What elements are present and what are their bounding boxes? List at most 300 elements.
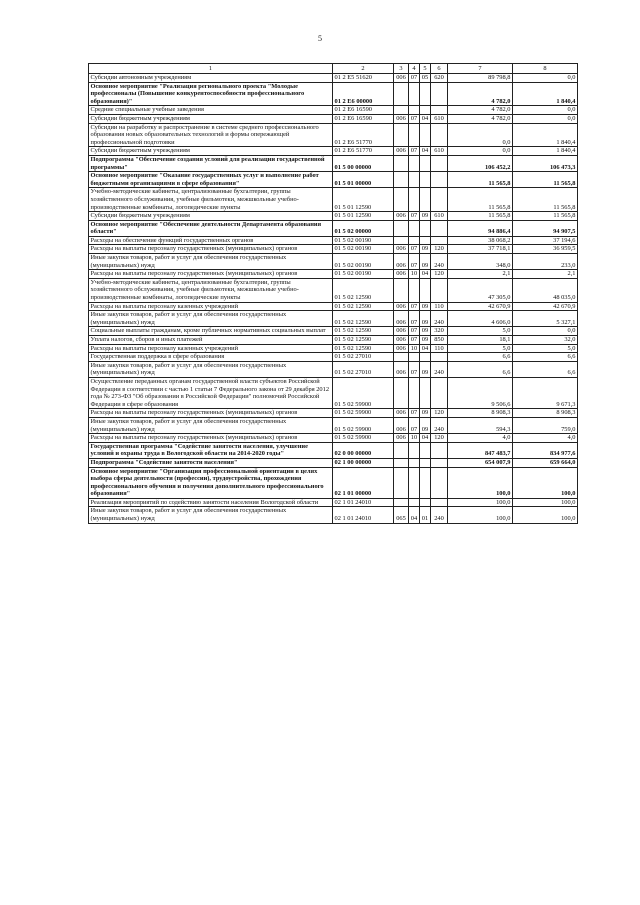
ministry-code-cell: 006 [394, 302, 409, 311]
amount-year2-cell: 2,1 [513, 270, 578, 279]
subsection-code-cell: 04 [420, 434, 431, 443]
column-header: 1 [89, 64, 333, 74]
column-header: 3 [394, 64, 409, 74]
section-code-cell [409, 236, 420, 245]
section-code-cell: 07 [409, 311, 420, 327]
section-code-cell: 10 [409, 270, 420, 279]
ministry-code-cell: 006 [394, 245, 409, 254]
section-code-cell: 07 [409, 74, 420, 83]
amount-year2-cell: 0,0 [513, 106, 578, 115]
ministry-code-cell [394, 155, 409, 171]
column-header: 5 [420, 64, 431, 74]
expense-type-cell: 320 [431, 327, 448, 336]
ministry-code-cell: 006 [394, 327, 409, 336]
amount-year2-cell: 1 840,4 [513, 123, 578, 147]
amount-year1-cell: 94 886,4 [448, 220, 513, 236]
ministry-code-cell: 006 [394, 212, 409, 221]
section-code-cell: 07 [409, 245, 420, 254]
table-row [89, 344, 578, 353]
amount-year1-cell: 5,0 [448, 344, 513, 353]
amount-year2-cell: 0,0 [513, 74, 578, 83]
subsection-code-cell [420, 172, 431, 188]
column-header: 7 [448, 64, 513, 74]
amount-year1-cell: 106 452,2 [448, 155, 513, 171]
table-row [89, 74, 578, 83]
target-code-cell: 01 5 02 00190 [333, 236, 394, 245]
amount-year1-cell: 4 782,0 [448, 106, 513, 115]
target-code-cell: 01 5 02 12590 [333, 327, 394, 336]
row-name-cell: Иные закупки товаров, работ и услуг для обеспечения государственных (муниципальных) нужд [89, 311, 333, 327]
amount-year2-cell: 4,0 [513, 434, 578, 443]
target-code-cell: 01 5 02 59900 [333, 434, 394, 443]
target-code-cell: 01 2 Е6 00000 [333, 82, 394, 106]
row-name-cell: Субсидии на разработку и распространение в системе среднего профессионального образования новых образовательных технологий и формы опережающей профессиональной подготовки [89, 123, 333, 147]
table-row [89, 220, 578, 236]
amount-year1-cell: 4 782,0 [448, 82, 513, 106]
ministry-code-cell [394, 123, 409, 147]
expense-type-cell [431, 188, 448, 212]
section-code-cell: 07 [409, 409, 420, 418]
target-code-cell: 01 5 02 27010 [333, 353, 394, 362]
amount-year1-cell: 100,0 [448, 507, 513, 523]
amount-year2-cell: 1 840,4 [513, 82, 578, 106]
amount-year1-cell: 594,3 [448, 417, 513, 433]
row-name-cell: Подпрограмма "Содействие занятости населения" [89, 458, 333, 467]
row-name-cell: Иные закупки товаров, работ и услуг для обеспечения государственных (муниципальных) нужд [89, 507, 333, 523]
row-name-cell: Основное мероприятие "Обеспечение деятельности Департамента образования области" [89, 220, 333, 236]
amount-year2-cell: 106 473,3 [513, 155, 578, 171]
expense-type-cell [431, 236, 448, 245]
table-row [89, 212, 578, 221]
ministry-code-cell [394, 236, 409, 245]
expense-type-cell [431, 458, 448, 467]
amount-year1-cell: 847 483,7 [448, 442, 513, 458]
amount-year1-cell: 6,6 [448, 361, 513, 377]
amount-year2-cell: 834 977,6 [513, 442, 578, 458]
expense-type-cell: 240 [431, 254, 448, 270]
expense-type-cell: 850 [431, 336, 448, 345]
amount-year2-cell: 11 565,8 [513, 188, 578, 212]
amount-year2-cell: 48 035,0 [513, 278, 578, 302]
amount-year1-cell: 0,0 [448, 123, 513, 147]
expense-type-cell: 120 [431, 434, 448, 443]
amount-year2-cell: 100,0 [513, 467, 578, 498]
subsection-code-cell: 09 [420, 409, 431, 418]
table-row [89, 302, 578, 311]
table-row [89, 498, 578, 507]
ministry-code-cell [394, 458, 409, 467]
subsection-code-cell: 09 [420, 212, 431, 221]
row-name-cell: Государственная поддержка в сфере образования [89, 353, 333, 362]
subsection-code-cell: 09 [420, 336, 431, 345]
ministry-code-cell: 006 [394, 147, 409, 156]
subsection-code-cell: 04 [420, 147, 431, 156]
subsection-code-cell [420, 82, 431, 106]
amount-year1-cell: 4,0 [448, 434, 513, 443]
section-code-cell [409, 442, 420, 458]
table-row [89, 507, 578, 523]
target-code-cell: 01 5 02 00190 [333, 245, 394, 254]
expense-type-cell [431, 106, 448, 115]
amount-year1-cell: 9 506,6 [448, 377, 513, 408]
table-row [89, 327, 578, 336]
table-row [89, 254, 578, 270]
table-row [89, 114, 578, 123]
table-row [89, 311, 578, 327]
subsection-code-cell: 01 [420, 507, 431, 523]
amount-year1-cell: 42 670,9 [448, 302, 513, 311]
column-header: 2 [333, 64, 394, 74]
amount-year1-cell: 4 606,0 [448, 311, 513, 327]
expense-type-cell: 240 [431, 417, 448, 433]
expense-type-cell [431, 220, 448, 236]
subsection-code-cell [420, 442, 431, 458]
amount-year1-cell: 11 565,8 [448, 188, 513, 212]
subsection-code-cell: 09 [420, 254, 431, 270]
row-name-cell: Средние специальные учебные заведения [89, 106, 333, 115]
section-code-cell [409, 123, 420, 147]
section-code-cell [409, 188, 420, 212]
section-code-cell [409, 353, 420, 362]
row-name-cell: Субсидии автономным учреждениям [89, 74, 333, 83]
ministry-code-cell: 006 [394, 311, 409, 327]
ministry-code-cell [394, 82, 409, 106]
subsection-code-cell [420, 353, 431, 362]
target-code-cell: 01 5 02 27010 [333, 361, 394, 377]
amount-year2-cell: 94 907,5 [513, 220, 578, 236]
section-code-cell [409, 458, 420, 467]
expense-type-cell: 610 [431, 114, 448, 123]
amount-year2-cell: 5 327,1 [513, 311, 578, 327]
row-name-cell: Расходы на выплаты персоналу государственных (муниципальных) органов [89, 270, 333, 279]
table-row [89, 467, 578, 498]
target-code-cell: 01 2 Е5 51620 [333, 74, 394, 83]
row-name-cell: Расходы на выплаты персоналу казенных учреждений [89, 344, 333, 353]
target-code-cell: 01 5 01 00000 [333, 172, 394, 188]
section-code-cell: 07 [409, 417, 420, 433]
table-row [89, 123, 578, 147]
expense-type-cell [431, 172, 448, 188]
target-code-cell: 01 5 02 00190 [333, 254, 394, 270]
section-code-cell [409, 172, 420, 188]
expense-type-cell [431, 353, 448, 362]
table-row [89, 270, 578, 279]
target-code-cell: 01 5 01 12590 [333, 188, 394, 212]
subsection-code-cell [420, 155, 431, 171]
subsection-code-cell [420, 188, 431, 212]
expense-type-cell [431, 155, 448, 171]
amount-year2-cell: 11 565,8 [513, 172, 578, 188]
section-code-cell [409, 467, 420, 498]
ministry-code-cell: 006 [394, 434, 409, 443]
amount-year2-cell: 5,0 [513, 344, 578, 353]
row-name-cell: Субсидии бюджетным учреждениям [89, 114, 333, 123]
expense-type-cell [431, 498, 448, 507]
subsection-code-cell [420, 106, 431, 115]
ministry-code-cell: 006 [394, 74, 409, 83]
table-row [89, 361, 578, 377]
section-code-cell: 07 [409, 147, 420, 156]
ministry-code-cell [394, 353, 409, 362]
section-code-cell: 07 [409, 336, 420, 345]
row-name-cell: Иные закупки товаров, работ и услуг для обеспечения государственных (муниципальных) нужд [89, 417, 333, 433]
target-code-cell: 02 1 01 00000 [333, 467, 394, 498]
section-code-cell [409, 220, 420, 236]
expense-type-cell [431, 442, 448, 458]
expense-type-cell: 240 [431, 361, 448, 377]
expense-type-cell: 110 [431, 302, 448, 311]
ministry-code-cell [394, 188, 409, 212]
target-code-cell: 01 5 02 59900 [333, 417, 394, 433]
row-name-cell: Основное мероприятие "Оказание государственных услуг и выполнение работ бюджетными организациями в сфере образования" [89, 172, 333, 188]
row-name-cell: Основное мероприятие "Организация профессиональной ориентации в целях выбора сферы деятельности (профессии), трудоустройства, прохождения профессионального обучения и получения дополнительного профессионального образования" [89, 467, 333, 498]
expense-type-cell: 610 [431, 212, 448, 221]
row-name-cell: Расходы на обеспечение функций государственных органов [89, 236, 333, 245]
table-row [89, 377, 578, 408]
ministry-code-cell: 006 [394, 336, 409, 345]
expense-type-cell: 240 [431, 507, 448, 523]
column-header: 4 [409, 64, 420, 74]
expense-type-cell: 120 [431, 409, 448, 418]
section-code-cell [409, 377, 420, 408]
ministry-code-cell [394, 220, 409, 236]
subsection-code-cell: 04 [420, 270, 431, 279]
table-row [89, 188, 578, 212]
target-code-cell: 01 2 Е6 16590 [333, 106, 394, 115]
expense-type-cell [431, 82, 448, 106]
target-code-cell: 02 1 01 24010 [333, 507, 394, 523]
table-row [89, 442, 578, 458]
target-code-cell: 01 5 02 12590 [333, 278, 394, 302]
amount-year2-cell: 100,0 [513, 507, 578, 523]
amount-year2-cell: 100,0 [513, 498, 578, 507]
row-name-cell: Расходы на выплаты персоналу государственных (муниципальных) органов [89, 409, 333, 418]
table-row [89, 278, 578, 302]
table-row [89, 336, 578, 345]
table-row [89, 245, 578, 254]
amount-year1-cell: 6,6 [448, 353, 513, 362]
subsection-code-cell: 09 [420, 417, 431, 433]
amount-year2-cell: 37 194,6 [513, 236, 578, 245]
column-header: 6 [431, 64, 448, 74]
amount-year1-cell: 4 782,0 [448, 114, 513, 123]
table-row [89, 155, 578, 171]
target-code-cell: 01 5 02 00000 [333, 220, 394, 236]
target-code-cell: 01 5 01 12590 [333, 212, 394, 221]
expense-type-cell [431, 278, 448, 302]
section-code-cell [409, 278, 420, 302]
table-body [89, 74, 578, 524]
subsection-code-cell: 09 [420, 327, 431, 336]
section-code-cell: 04 [409, 507, 420, 523]
row-name-cell: Субсидии бюджетным учреждениям [89, 147, 333, 156]
table-row [89, 147, 578, 156]
row-name-cell: Расходы на выплаты персоналу казенных учреждений [89, 302, 333, 311]
subsection-code-cell: 05 [420, 74, 431, 83]
amount-year1-cell: 38 068,2 [448, 236, 513, 245]
subsection-code-cell [420, 458, 431, 467]
amount-year1-cell: 100,0 [448, 467, 513, 498]
subsection-code-cell [420, 123, 431, 147]
row-name-cell: Уплата налогов, сборов и иных платежей [89, 336, 333, 345]
target-code-cell: 01 5 02 59900 [333, 409, 394, 418]
target-code-cell: 01 2 Е6 51770 [333, 123, 394, 147]
subsection-code-cell: 09 [420, 311, 431, 327]
target-code-cell: 01 5 02 12590 [333, 336, 394, 345]
row-name-cell: Осуществление переданных органам государственной власти субъектов Российской Федерации в соответствии с частью 1 статьи 7 Федерального закона от 29 декабря 2012 года № 273-ФЗ "Об образовании в Российской Федерации" полномочий Российской Федерации в сфере образования [89, 377, 333, 408]
expense-type-cell: 120 [431, 270, 448, 279]
amount-year1-cell: 348,0 [448, 254, 513, 270]
amount-year2-cell: 9 671,3 [513, 377, 578, 408]
table-row [89, 172, 578, 188]
target-code-cell: 01 5 02 00190 [333, 270, 394, 279]
page-number: 5 [318, 34, 322, 43]
amount-year2-cell: 6,6 [513, 361, 578, 377]
amount-year2-cell: 11 565,8 [513, 212, 578, 221]
amount-year2-cell: 659 664,0 [513, 458, 578, 467]
ministry-code-cell: 006 [394, 361, 409, 377]
ministry-code-cell [394, 106, 409, 115]
amount-year2-cell: 42 670,9 [513, 302, 578, 311]
amount-year1-cell: 18,1 [448, 336, 513, 345]
amount-year2-cell: 1 840,4 [513, 147, 578, 156]
target-code-cell: 01 2 Е6 51770 [333, 147, 394, 156]
subsection-code-cell: 09 [420, 245, 431, 254]
target-code-cell: 01 2 Е6 16590 [333, 114, 394, 123]
row-name-cell: Расходы на выплаты персоналу государственных (муниципальных) органов [89, 245, 333, 254]
row-name-cell: Подпрограмма "Обеспечение создания условий для реализации государственной программы" [89, 155, 333, 171]
subsection-code-cell: 04 [420, 344, 431, 353]
section-code-cell [409, 155, 420, 171]
row-name-cell: Расходы на выплаты персоналу государственных (муниципальных) органов [89, 434, 333, 443]
target-code-cell: 02 1 01 24010 [333, 498, 394, 507]
target-code-cell: 01 5 00 00000 [333, 155, 394, 171]
target-code-cell: 01 5 02 12590 [333, 311, 394, 327]
row-name-cell: Социальные выплаты гражданам, кроме публичных нормативных социальных выплат [89, 327, 333, 336]
target-code-cell: 01 5 02 12590 [333, 344, 394, 353]
subsection-code-cell [420, 377, 431, 408]
expense-type-cell: 240 [431, 311, 448, 327]
ministry-code-cell: 006 [394, 417, 409, 433]
row-name-cell: Иные закупки товаров, работ и услуг для обеспечения государственных (муниципальных) нужд [89, 254, 333, 270]
table-row [89, 434, 578, 443]
expense-type-cell [431, 123, 448, 147]
target-code-cell: 02 1 00 00000 [333, 458, 394, 467]
amount-year2-cell: 36 959,5 [513, 245, 578, 254]
amount-year2-cell: 759,0 [513, 417, 578, 433]
subsection-code-cell: 09 [420, 361, 431, 377]
row-name-cell: Учебно-методические кабинеты, централизованные бухгалтерии, группы хозяйственного обслуживания, учебные фильмотеки, межшкольные учебно-производственные комбинаты, логопедические пункты [89, 188, 333, 212]
row-name-cell: Государственная программа "Содействие занятости населения, улучшение условий и охраны труда в Вологодской области на 2014-2020 годы" [89, 442, 333, 458]
ministry-code-cell: 065 [394, 507, 409, 523]
amount-year1-cell: 47 305,0 [448, 278, 513, 302]
target-code-cell: 01 5 02 59900 [333, 377, 394, 408]
section-code-cell: 10 [409, 344, 420, 353]
expense-type-cell: 610 [431, 147, 448, 156]
amount-year2-cell: 8 908,3 [513, 409, 578, 418]
subsection-code-cell [420, 498, 431, 507]
amount-year2-cell: 6,6 [513, 353, 578, 362]
target-code-cell: 02 0 00 00000 [333, 442, 394, 458]
expense-type-cell [431, 467, 448, 498]
ministry-code-cell: 006 [394, 409, 409, 418]
row-name-cell: Основное мероприятие "Реализация регионального проекта "Молодые профессионалы (Повышение конкурентоспособности профессионального образования)" [89, 82, 333, 106]
ministry-code-cell [394, 498, 409, 507]
section-code-cell [409, 106, 420, 115]
section-code-cell [409, 498, 420, 507]
column-number-header [89, 64, 578, 74]
table-row [89, 458, 578, 467]
amount-year1-cell: 100,0 [448, 498, 513, 507]
section-code-cell: 07 [409, 327, 420, 336]
section-code-cell: 10 [409, 434, 420, 443]
amount-year1-cell: 654 007,9 [448, 458, 513, 467]
subsection-code-cell: 04 [420, 114, 431, 123]
row-name-cell: Субсидии бюджетным учреждениям [89, 212, 333, 221]
row-name-cell: Реализация мероприятий по содействию занятости населения Вологодской области [89, 498, 333, 507]
ministry-code-cell: 006 [394, 254, 409, 270]
amount-year1-cell: 8 908,3 [448, 409, 513, 418]
ministry-code-cell [394, 278, 409, 302]
amount-year1-cell: 0,0 [448, 147, 513, 156]
section-code-cell: 07 [409, 361, 420, 377]
table-row [89, 236, 578, 245]
subsection-code-cell [420, 467, 431, 498]
section-code-cell: 07 [409, 114, 420, 123]
table-row [89, 82, 578, 106]
section-code-cell: 07 [409, 212, 420, 221]
budget-table [88, 63, 578, 524]
subsection-code-cell [420, 236, 431, 245]
row-name-cell: Учебно-методические кабинеты, централизованные бухгалтерии, группы хозяйственного обслуживания, учебные фильмотеки, межшкольные учебно-производственные комбинаты, логопедические пункты [89, 278, 333, 302]
ministry-code-cell: 006 [394, 114, 409, 123]
subsection-code-cell: 09 [420, 302, 431, 311]
expense-type-cell: 620 [431, 74, 448, 83]
column-header: 8 [513, 64, 578, 74]
ministry-code-cell [394, 377, 409, 408]
section-code-cell [409, 82, 420, 106]
amount-year1-cell: 37 718,1 [448, 245, 513, 254]
section-code-cell: 07 [409, 302, 420, 311]
amount-year1-cell: 11 565,8 [448, 172, 513, 188]
ministry-code-cell [394, 467, 409, 498]
ministry-code-cell [394, 442, 409, 458]
target-code-cell: 01 5 02 12590 [333, 302, 394, 311]
expense-type-cell: 110 [431, 344, 448, 353]
amount-year1-cell: 11 565,8 [448, 212, 513, 221]
expense-type-cell [431, 377, 448, 408]
amount-year1-cell: 5,0 [448, 327, 513, 336]
table-row [89, 353, 578, 362]
amount-year2-cell: 233,0 [513, 254, 578, 270]
table-row [89, 409, 578, 418]
section-code-cell: 07 [409, 254, 420, 270]
amount-year2-cell: 0,0 [513, 327, 578, 336]
amount-year1-cell: 89 798,8 [448, 74, 513, 83]
amount-year2-cell: 0,0 [513, 114, 578, 123]
ministry-code-cell: 006 [394, 270, 409, 279]
subsection-code-cell [420, 220, 431, 236]
row-name-cell: Иные закупки товаров, работ и услуг для обеспечения государственных (муниципальных) нужд [89, 361, 333, 377]
amount-year1-cell: 2,1 [448, 270, 513, 279]
subsection-code-cell [420, 278, 431, 302]
amount-year2-cell: 32,0 [513, 336, 578, 345]
ministry-code-cell: 006 [394, 344, 409, 353]
expense-type-cell: 120 [431, 245, 448, 254]
table-row [89, 417, 578, 433]
ministry-code-cell [394, 172, 409, 188]
table-row [89, 106, 578, 115]
